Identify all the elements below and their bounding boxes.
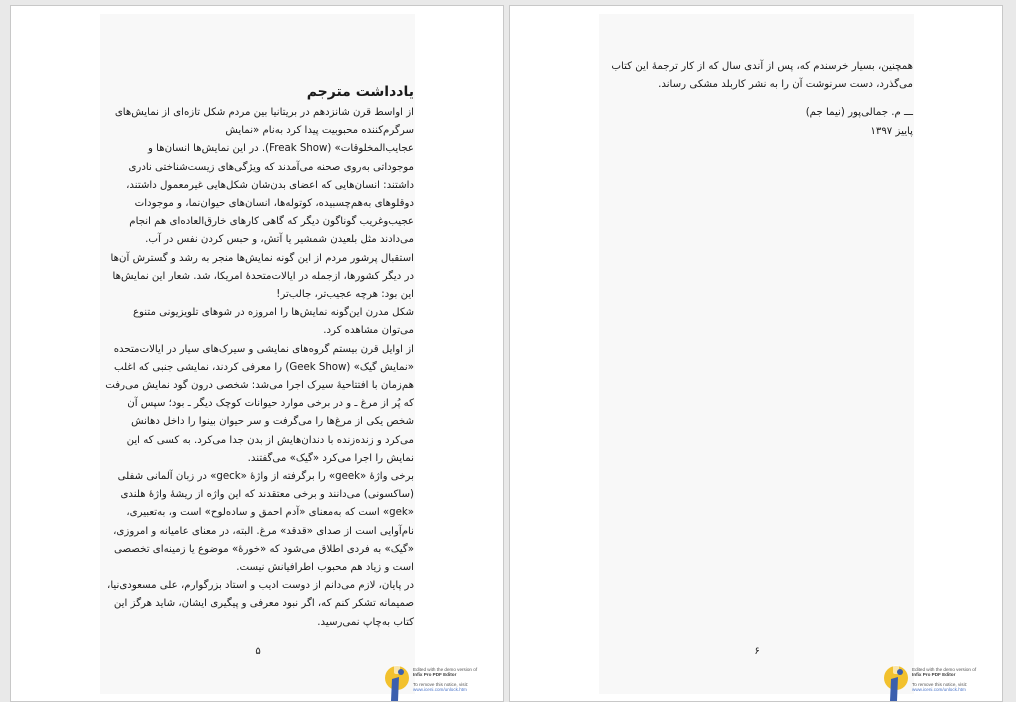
- translator-signature: ـــ م. جمالی‌پور (نیما جم): [805, 107, 913, 119]
- signature-block: [607, 104, 913, 140]
- text-line: کتاب به‌چاپ نمی‌رسید.: [317, 616, 414, 628]
- text-line: عجیب‌وغریب گوناگون دیگر که گاهی کارهای خارق‌العاده‌ای هم انجام: [129, 216, 414, 228]
- demo-watermark: [881, 663, 1003, 702]
- page-number: ۶: [754, 646, 760, 657]
- text-line: عجایب‌المخلوقات» (Freak Show). در این نمایش‌ها انسان‌ها و: [147, 143, 414, 155]
- text-line: می‌توان مشاهده کرد.: [323, 325, 414, 337]
- text-line: استقبال پرشور مردم از این گونه نمایش‌ها منجر به رشد و گسترش آن‌ها: [110, 252, 414, 264]
- watermark-brand: Infix Pro PDF Editor: [912, 672, 956, 678]
- unlock-link[interactable]: www.iceni.com/unlock.htm: [413, 687, 467, 693]
- text-line: برخی واژهٔ «geek» را برگرفته از واژهٔ «geck» در زبان آلمانی شفلی: [117, 471, 414, 483]
- body-text: [105, 104, 414, 632]
- page-6: [509, 5, 1003, 702]
- text-line: می‌گذرد، دست سرنوشت آن را به نشر کاربلد مشکی رساند.: [658, 79, 913, 91]
- section-heading: یادداشت مترجم: [306, 84, 414, 100]
- text-line: نام‌آوایی است از صدای «قدقد» مرغ. البته، در معنای عامیانه و امروزی،: [113, 525, 414, 537]
- infix-logo-icon: [881, 663, 909, 702]
- text-line: می‌کرد و زنده‌زنده با دندان‌هایش از بدن جدا می‌کرد. به کسی که این: [126, 434, 414, 446]
- text-line: «نمایش گیک» (Geek Show) را معرفی کردند، نمایشی جنبی که اغلب: [114, 361, 414, 373]
- unlock-link[interactable]: www.iceni.com/unlock.htm: [912, 687, 966, 693]
- body-text: [607, 58, 913, 94]
- text-line: (ساکسونی) می‌دانند و برخی معتقدند که این واژه از ریشهٔ واژهٔ هلندی: [120, 489, 414, 501]
- page-number: ۵: [255, 646, 261, 657]
- text-line: از اوایل قرن بیستم گروه‌های نمایشی و سیرک‌های سیار در ایالات‌متحده: [113, 343, 414, 355]
- text-line: شکل مدرن این‌گونه نمایش‌ها را امروزه در شوهای تلویزیونی متنوع: [132, 307, 414, 319]
- watermark-line: To remove this notice, visit:: [413, 681, 469, 687]
- translator-note-continued: [607, 58, 913, 141]
- watermark-line: To remove this notice, visit:: [912, 681, 968, 687]
- text-line: این بود: هرچه عجیب‌تر، جالب‌تر!: [276, 289, 414, 301]
- text-line: شخص یکی از مرغ‌ها را می‌گرفت و سر حیوان بینوا را داخل دهانش: [131, 416, 414, 428]
- watermark-brand: Infix Pro PDF Editor: [413, 672, 457, 678]
- watermark-line: Edited with the demo version of: [413, 667, 478, 672]
- text-line: داشتند: انسان‌هایی که اعضای بدن‌شان شکل‌هایی غیرمعمول داشتند،: [126, 179, 414, 191]
- signature-date: پاییز ۱۳۹۷: [870, 125, 913, 137]
- text-line: «gek» است که به‌معنای «آدم احمق و ساده‌لوح» است و، به‌تعبیری،: [126, 507, 414, 519]
- text-line: هم‌زمان با افتتاحیهٔ سیرک اجرا می‌شد: شخصی درون گود نمایش می‌رفت: [105, 380, 414, 392]
- text-line: می‌دادند مثل بلعیدن شمشیر یا آتش، و حبس کردن نفس در آب.: [145, 234, 414, 246]
- translator-note: [105, 84, 414, 632]
- text-line: سرگرم‌کننده محبوبیت پیدا کرد به‌نام «نمایش: [225, 125, 414, 137]
- page-5: [10, 5, 504, 702]
- demo-watermark: [382, 663, 504, 702]
- text-line: که پُر از مرغ ـ و در برخی موارد حیوانات کوچک دیگر ـ بود؛ سپس آن: [127, 398, 414, 410]
- text-line: در دیگر کشورها، ازجمله در ایالات‌متحدهٔ امریکا، شد. شعار این نمایش‌ها: [112, 270, 414, 282]
- text-line: دوقلوهای به‌هم‌چسبیده، کوتوله‌ها، انسان‌های حیوان‌نما، و موجودات: [134, 198, 414, 210]
- text-line: است و زیاد هم محبوب اطرافیانش نیست.: [236, 562, 414, 574]
- text-line: «گیک» به فردی اطلاق می‌شود که «خورهٔ» موضوع یا زمینه‌ای تخصصی: [113, 543, 414, 555]
- text-line: موجوداتی به‌روی صحنه می‌آمدند که ویژگی‌های زیست‌شناختی نادری: [128, 161, 414, 173]
- watermark-line: Edited with the demo version of: [912, 667, 977, 672]
- text-line: نمایش را اجرا می‌کرد «گیک» می‌گفتند.: [247, 452, 414, 464]
- text-line: در پایان، لازم می‌دانم از دوست ادیب و استاد بزرگوارم، علی مسعودی‌نیا،: [107, 580, 414, 592]
- text-line: همچنین، بسیار خرسندم که، پس از آندی سال که از کار ترجمهٔ این کتاب: [611, 61, 913, 72]
- text-line: از اواسط قرن شانزدهم در بریتانیا بین مردم شکل تازه‌ای از نمایش‌های: [114, 107, 414, 118]
- text-line: صمیمانه تشکر کنم که، اگر نبود معرفی و پیگیری ایشان، شاید هرگز این: [113, 598, 414, 610]
- infix-logo-icon: [382, 663, 410, 702]
